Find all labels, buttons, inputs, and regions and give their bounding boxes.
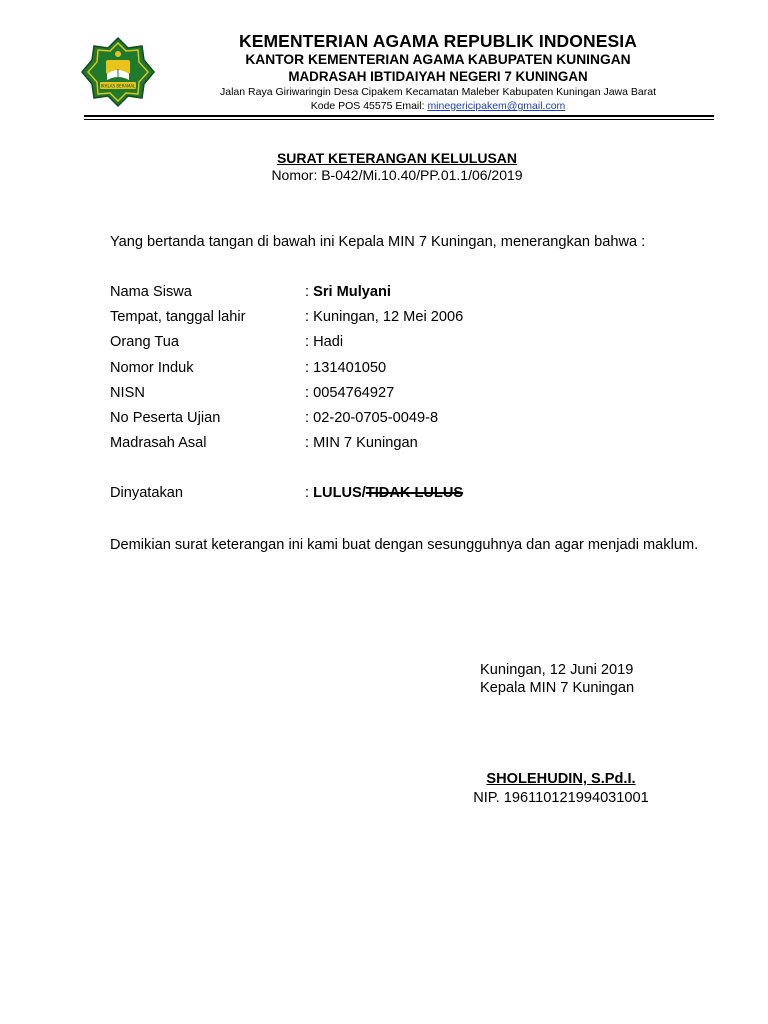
field-value: : 131401050 (305, 359, 387, 376)
field-value: : MIN 7 Kuningan (305, 435, 418, 452)
field-label: No Peserta Ujian (110, 409, 221, 426)
pass-status: LULUS/ (313, 485, 366, 501)
fail-status-struck: TIDAK LULUS (365, 485, 464, 501)
field-label: Orang Tua (110, 334, 179, 351)
closing-text: Demikian surat keterangan ini kami buat dengan sesungguhnya dan agar menjadi maklum. (110, 537, 699, 553)
signer-nip: NIP. 196110121994031001 (473, 790, 649, 806)
declared-value: : LULUS/TIDAK LULUS (305, 485, 464, 501)
letterhead (190, 33, 686, 115)
student-name: Sri Mulyani (313, 284, 391, 300)
sign-place-date: Kuningan, 12 Juni 2019 (480, 662, 634, 678)
field-value: : 02-20-0705-0049-8 (305, 409, 439, 426)
school-address: Jalan Raya Giriwaringin Desa Cipakem Kecamatan Maleber Kabupaten Kuningan Jawa Barat (220, 86, 656, 98)
email-link[interactable]: minegericipakem@gmail.com (427, 100, 566, 112)
field-value: : Kuningan, 12 Mei 2006 (305, 309, 464, 326)
sign-position: Kepala MIN 7 Kuningan (480, 680, 635, 696)
header-rule-thin (84, 119, 714, 120)
intro-text: Yang bertanda tangan di bawah ini Kepala MIN 7 Kuningan, menerangkan bahwa : (110, 234, 646, 250)
field-value: : Hadi (305, 334, 344, 351)
field-label: Nomor Induk (110, 359, 194, 376)
field-label: Nama Siswa (110, 284, 192, 300)
ministry-name: KEMENTERIAN AGAMA REPUBLIK INDONESIA (238, 31, 637, 51)
logo-motto: IKHLAS BERAMAL (100, 83, 136, 89)
postal-code: Kode POS 45575 Email: (310, 100, 428, 112)
field-label: Madrasah Asal (110, 435, 207, 452)
ministry-logo-icon (80, 36, 156, 112)
document-title: SURAT KETERANGAN KELULUSAN (276, 150, 518, 166)
field-value: : 0054764927 (305, 384, 395, 401)
document-number: Nomor: B-042/Mi.10.40/PP.01.1/06/2019 (271, 167, 523, 183)
signer-name: SHOLEHUDIN, S.Pd.I. (486, 771, 636, 787)
office-name: KANTOR KEMENTERIAN AGAMA KABUPATEN KUNINGAN (245, 52, 631, 67)
field-label: NISN (110, 384, 145, 401)
postal-email-line (190, 101, 686, 115)
header-rule-thick (84, 115, 714, 117)
declared-label: Dinyatakan (110, 485, 184, 501)
school-name: MADRASAH IBTIDAIYAH NEGERI 7 KUNINGAN (288, 69, 588, 84)
field-label: Tempat, tanggal lahir (110, 309, 246, 326)
field-value: : Sri Mulyani (305, 284, 391, 300)
